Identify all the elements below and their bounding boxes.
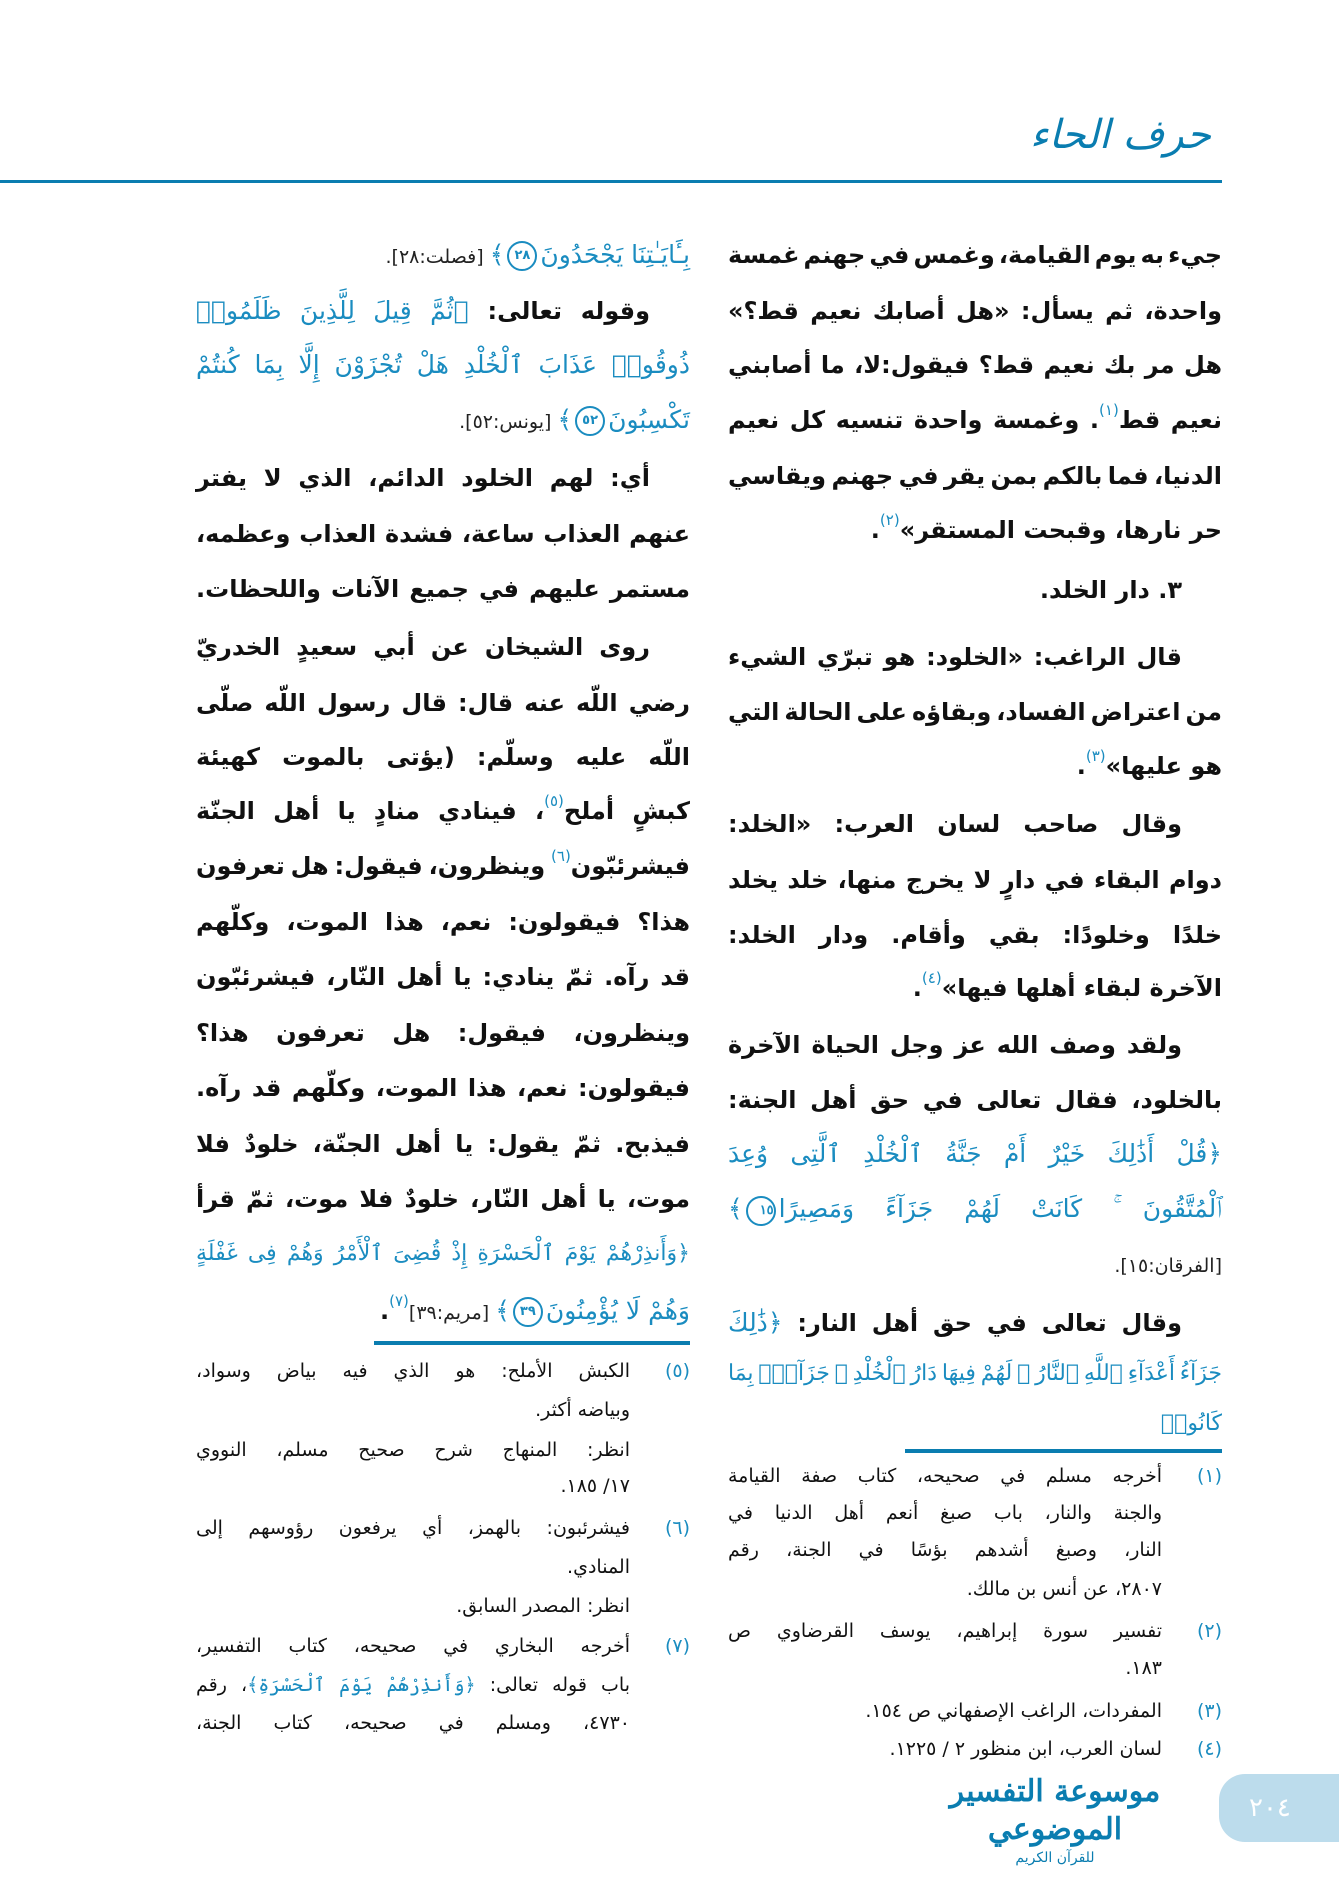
body-line: من اعتراض الفساد، وبقاؤه على الحالة التي (728, 698, 1222, 726)
footnote-text: ١٨٣. (1125, 1657, 1162, 1679)
verse-text: ﴿ثُمَّ قِيلَ لِلَّذِينَ ظَلَمُوا۟ (196, 296, 469, 325)
footnote-4 (728, 1731, 1222, 1767)
footnote-text: انظر: المصدر السابق. (456, 1595, 630, 1617)
logo-subtitle: للقرآن الكريم (1015, 1850, 1095, 1866)
footnote-separator (374, 1341, 690, 1345)
verse-close: ﴾ (489, 240, 505, 269)
footnote-2 (728, 1613, 1222, 1649)
footnote-line (196, 1705, 690, 1741)
text: كبشٍ أملح (563, 797, 691, 825)
body-line (728, 963, 1222, 1013)
body-line (196, 286, 690, 336)
footnote-ref[interactable]: (٢) (879, 511, 900, 529)
section-heading: ٣. دار الخلد. (1039, 576, 1182, 604)
footnote-text: النار، وصبغ أشدهم بؤسًا في الجنة، رقم (728, 1539, 1162, 1561)
body-line: روى الشيخان عن أبي سعيدٍ الخدريّ (196, 633, 650, 661)
footnote-line (728, 1532, 1222, 1568)
body-line (728, 1298, 1222, 1348)
footnote-text: الكبش الأملح: هو الذي فيه بياض وسواد، (196, 1360, 630, 1382)
footnote-line (196, 1392, 690, 1428)
verse-reference: [فصلت:٢٨]. (385, 246, 490, 268)
body-line (728, 741, 1222, 791)
body-line: وينظرون، فيقول: هل تعرفون هذا؟ (196, 1019, 690, 1047)
body-line: عنهم العذاب ساعة، فشدة العذاب وعظمه، (196, 520, 690, 548)
verse-close: ﴾ (495, 1296, 510, 1325)
text: الآخرة لبقاء أهلها فيها» (941, 974, 1222, 1002)
footnote-text-wrap (196, 1667, 630, 1703)
text: . وغمسة واحدة تنسيه كل نعيم (728, 406, 1100, 434)
ayah-number: ١٥ (746, 1196, 776, 1226)
footnote-number: (٧) (664, 1635, 690, 1657)
left-column (196, 0, 690, 1760)
publication-logo (930, 1773, 1180, 1867)
verse-text: ٱلْمُتَّقُونَ ۚ كَانَتْ لَهُمْ جَزَآءً وَمَصِيرًا (778, 1194, 1222, 1223)
body-line: جيء به يوم القيامة، وغمس في جهنم غمسة (728, 241, 1222, 269)
footnote-number: (٥) (664, 1360, 690, 1382)
footnote-5 (196, 1353, 690, 1389)
footnote-text: فيشرئبون: بالهمز، أي يرفعون رؤوسهم إلى (196, 1517, 630, 1539)
footnote-number: (١) (1196, 1465, 1222, 1487)
body-line (196, 786, 690, 836)
ayah-number: ٣٩ (513, 1297, 543, 1327)
footnote-number: (٤) (1196, 1738, 1222, 1760)
body-line: هل مر بك نعيم قط؟ فيقول:لا، ما أصابني (728, 351, 1222, 379)
body-line: موت، يا أهل النّار، خلودٌ فلا موت، ثمّ قرأ (196, 1185, 690, 1213)
text: ، فينادي منادٍ يا أهل الجنّة (196, 797, 545, 825)
body-line: واحدة، ثم يسأل: «هل أصابك نعيم قط؟» (728, 297, 1222, 325)
footnote-line (196, 1468, 690, 1504)
body-line: وقال صاحب لسان العرب: «الخلد: (728, 810, 1182, 838)
verse-close: ﴾ (557, 405, 573, 434)
quran-verse-line (728, 1184, 1222, 1234)
footnote-text: والجنة والنار، باب صبغ أنعم أهل الدنيا في (728, 1502, 1162, 1524)
body-line: دوام البقاء في دارٍ لا يخرج منها، خلد يخلد (728, 866, 1222, 894)
verse-text: تَكْسِبُونَ (608, 405, 690, 434)
footnote-line (728, 1495, 1222, 1531)
body-line: قد رآه. ثمّ ينادي: يا أهل النّار، فيشرئبّون (196, 963, 690, 991)
page-number: ٢٠٤ (1249, 1793, 1291, 1823)
footnote-text: انظر: المنهاج شرح صحيح مسلم، النووي (196, 1439, 630, 1461)
footnote-text: باب قوله تعالى: (475, 1674, 630, 1696)
chapter-title: حرف الحاء (1029, 112, 1211, 158)
footnote-text: المفردات، الراغب الإصفهاني ص ١٥٤. (865, 1700, 1162, 1722)
page-number-badge (1219, 1774, 1339, 1842)
verse-close: ﴾ (728, 1194, 743, 1223)
quran-verse-line (196, 1286, 690, 1336)
body-line: ولقد وصف الله عز وجل الحياة الآخرة (728, 1031, 1182, 1059)
footnote-text: وبياضه أكثر. (535, 1399, 630, 1421)
text: حر نارها، وقبحت المستقر» (899, 516, 1222, 544)
quran-verse-line: ﴿وَأَنذِرْهُمْ يَوْمَ ٱلْحَسْرَةِ إِذْ قُضِىَ ٱلْأَمْرُ وَهُمْ فِى غَفْلَةٍ (196, 1241, 690, 1266)
verse-text: وَهُمْ لَا يُؤْمِنُونَ (545, 1296, 690, 1325)
footnote-text: أخرجه البخاري في صحيحه، كتاب التفسير، (196, 1635, 630, 1657)
body-line (728, 395, 1222, 445)
footnote-6 (196, 1510, 690, 1546)
footnote-number: (٦) (664, 1517, 690, 1539)
body-line: الدنيا، فما بالكم بمن يقر في جهنم ويقاسي (728, 462, 1222, 490)
right-column (728, 0, 1222, 1760)
verse-text: ﴿وَأَنذِرْهُمْ يَوْمَ ٱلْحَسْرَةِ﴾ (247, 1674, 476, 1696)
quran-verse-line: ﴿قُلْ أَذَٰلِكَ خَيْرٌ أَمْ جَنَّةُ ٱلْخُلْدِ ٱلَّتِى وُعِدَ (728, 1139, 1222, 1168)
verse-reference: [مريم:٣٩] (408, 1302, 496, 1324)
text: نعيم قط (1118, 406, 1222, 434)
body-line (728, 505, 1222, 555)
footnote-text: ٢٨٠٧، عن أنس بن مالك. (966, 1578, 1162, 1600)
body-line: هذا؟ فيقولون: نعم، هذا الموت، وكلّهم (196, 908, 690, 936)
footnote-ref[interactable]: (٦) (551, 847, 571, 865)
body-line: قال الراغب: «الخلود: هو تبرّي الشيء (728, 643, 1182, 671)
footnote-line (196, 1667, 690, 1703)
quran-verse-line: جَزَآءُ أَعْدَآءِ ٱللَّهِ ٱلنَّارُ ۖ لَهُمْ فِيهَا دَارُ ٱلْخُلْدِ ۖ جَزَآءًۢ بِمَا كَانُوا۟ (728, 1361, 1222, 1436)
logo-title: موسوعة التفسير الموضوعي (949, 1774, 1161, 1847)
text: وقال تعالى في حق أهل النار: (782, 1309, 1182, 1337)
quran-verse-line: ذُوقُوا۟ عَذَابَ ٱلْخُلْدِ هَلْ تُجْزَوْنَ إِلَّا بِمَا كُنتُمْ (196, 350, 690, 379)
footnote-ref[interactable]: (٤) (921, 969, 942, 987)
footnote-text: لسان العرب، ابن منظور ٢ / ١٢٢٥. (889, 1738, 1162, 1760)
body-line: فيذبح. ثمّ يقول: يا أهل الجنّة، خلودٌ فلا (196, 1130, 690, 1158)
footnote-text: ، رقم (196, 1674, 248, 1696)
body-line: بالخلود، فقال تعالى في حق أهل الجنة: (728, 1086, 1222, 1114)
footnote-text: أخرجه مسلم في صحيحه، كتاب صفة القيامة (728, 1465, 1162, 1487)
footnote-ref[interactable]: (١) (1099, 401, 1119, 419)
body-line (196, 841, 690, 891)
verse-reference: [الفرقان:١٥]. (1114, 1255, 1222, 1277)
body-line: مستمر عليهم في جميع الآنات واللحظات. (196, 575, 690, 603)
quran-verse-line (196, 230, 690, 280)
footnote-line (728, 1571, 1222, 1607)
quran-verse-line (196, 395, 690, 445)
text: . (870, 516, 880, 544)
text: وينظرون، فيقول: هل تعرفون (196, 852, 552, 880)
text: هو عليها» (1105, 752, 1222, 780)
footnote-3 (728, 1693, 1222, 1729)
text: . (1076, 752, 1086, 780)
footnote-line (728, 1650, 1222, 1686)
body-line: فيقولون: نعم، هذا الموت، وكلّهم قد رآه. (196, 1074, 690, 1102)
footnote-line (196, 1432, 690, 1468)
verse-reference: [يونس:٥٢]. (459, 411, 558, 433)
verse-text: بِـَٔايَـٰتِنَا يَجْحَدُونَ (540, 240, 690, 269)
body-line: خلدًا وخلودًا: بقي وأقام. ودار الخلد: (728, 921, 1222, 949)
footnote-separator (905, 1449, 1222, 1453)
ayah-number: ٢٨ (507, 241, 537, 271)
footnote-text: تفسير سورة إبراهيم، يوسف القرضاوي ص (728, 1620, 1162, 1642)
footnote-ref[interactable]: (٥) (544, 792, 564, 810)
footnote-text: المنادي. (567, 1556, 630, 1578)
footnote-7 (196, 1628, 690, 1664)
footnote-text: ١٧/ ١٨٥. (560, 1475, 630, 1497)
text: وقوله تعالى: (468, 297, 650, 325)
footnote-number: (٢) (1196, 1620, 1222, 1642)
footnote-ref[interactable]: (٧) (389, 1292, 409, 1310)
body-line: اللّه عليه وسلّم: (يؤتى بالموت كهيئة (196, 743, 690, 771)
body-line: أي: لهم الخلود الدائم، الذي لا يفتر (196, 464, 650, 492)
verse-text: ﴿ذَٰلِكَ (728, 1308, 783, 1337)
text: . (912, 974, 922, 1002)
footnote-line (196, 1549, 690, 1585)
footnote-number: (٣) (1196, 1700, 1222, 1722)
text: . (380, 1297, 390, 1325)
footnote-line (196, 1588, 690, 1624)
text: فيشرئبّون (570, 852, 690, 880)
footnote-ref[interactable]: (٣) (1085, 747, 1106, 765)
footnote-text: ٤٧٣٠، ومسلم في صحيحه، كتاب الجنة، (196, 1712, 630, 1734)
ayah-number: ٥٢ (575, 406, 605, 436)
footnote-1 (728, 1458, 1222, 1494)
body-line: رضي اللّه عنه قال: قال رسول اللّه صلّى (196, 689, 690, 717)
